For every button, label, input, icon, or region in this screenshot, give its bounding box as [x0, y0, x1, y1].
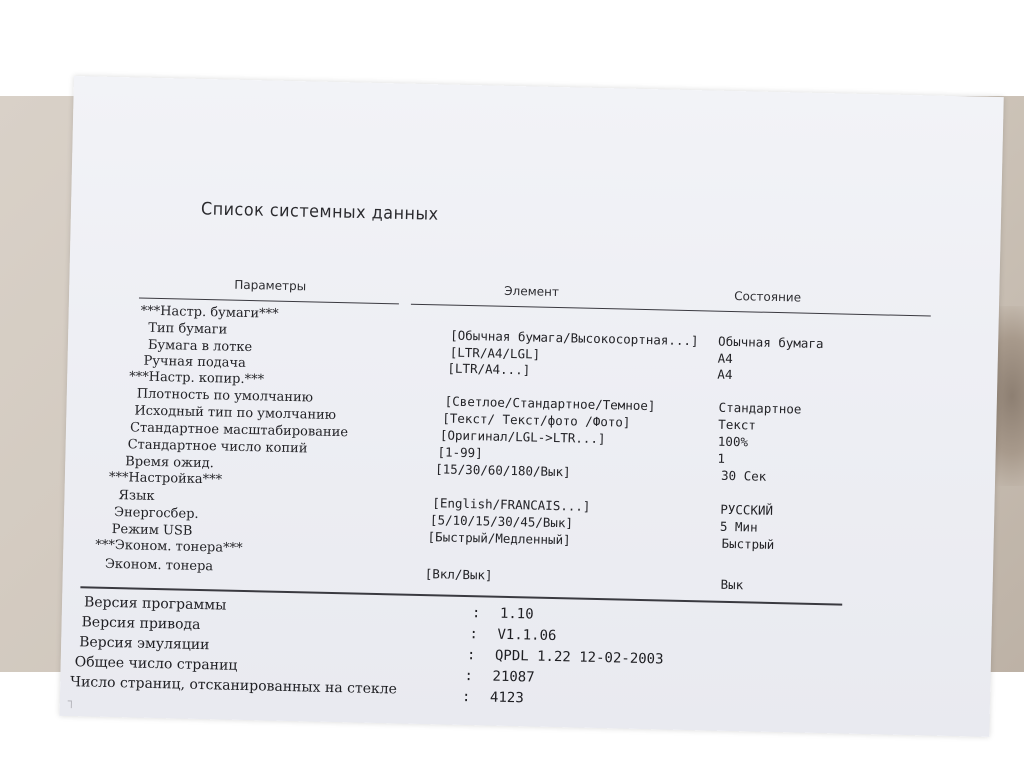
info-label-driver: Версия привода [81, 614, 201, 634]
info-value-emulation: QPDL 1.22 12-02-2003 [494, 647, 664, 668]
group-copy-settings: ***Настр. копир.*** [129, 369, 265, 388]
row-label: Бумага в лотке [147, 337, 253, 356]
row-state: 100% [717, 433, 749, 450]
column-header-element: Элемент [504, 283, 560, 300]
row-label: Режим USB [111, 521, 193, 539]
photo-background [0, 96, 1024, 709]
info-value-total-pages: 21087 [492, 668, 535, 686]
row-element: [Быстрый/Медленный] [427, 529, 571, 548]
row-element: [Обычная бумага/Высокосортная...] [450, 327, 699, 349]
row-label: Стандартное число копий [127, 437, 308, 457]
row-state: 30 Сек [720, 467, 767, 484]
row-state: Вык [720, 576, 744, 593]
row-label: Ручная подача [143, 353, 247, 371]
row-element: [LTR/A4/LGL] [449, 344, 541, 362]
info-value-scanned-pages: 4123 [489, 689, 524, 707]
info-value-driver: V1.1.06 [497, 626, 557, 645]
info-colon: : [464, 668, 474, 685]
printed-sheet [59, 76, 1003, 737]
row-element: [Вкл/Вык] [424, 566, 493, 583]
info-label-emulation: Версия эмуляции [78, 634, 210, 654]
row-element: [Светлое/Стандартное/Темное] [444, 393, 656, 414]
info-value-firmware: 1.10 [499, 605, 534, 623]
group-toner-saving: ***Эконом. тонера*** [95, 537, 243, 556]
column-header-params: Параметры [234, 277, 307, 294]
info-colon: : [471, 605, 481, 622]
header-rule-right [411, 304, 931, 317]
group-setup: ***Настройка*** [108, 469, 223, 488]
row-state: 5 Мин [719, 518, 758, 535]
row-state: 1 [717, 450, 726, 466]
row-element: [15/30/60/180/Вык] [435, 461, 571, 480]
row-element: [5/10/15/30/45/Вык] [429, 512, 574, 531]
row-element: [English/FRANCAIS...] [432, 495, 591, 514]
header-rule-left [139, 298, 399, 305]
row-state: Быстрый [721, 535, 775, 553]
row-label: Исходный тип по умолчанию [134, 403, 337, 424]
info-colon: : [461, 688, 471, 706]
document-title: Список системных данных [200, 198, 439, 225]
row-element: [Текст/ Текст/фото /Фото] [442, 410, 631, 430]
row-label: Тип бумаги [148, 320, 228, 338]
row-element: [Оригинал/LGL->LTR...] [439, 427, 606, 447]
page-corner-mark: ┐ [67, 694, 76, 709]
info-colon: : [469, 626, 479, 643]
row-label: Стандартное масштабирование [129, 420, 349, 441]
row-state: A4 [717, 350, 733, 367]
info-label-scanned-pages: Число страниц, отсканированных на стекле [70, 674, 398, 698]
row-state: Стандартное [718, 399, 802, 417]
row-label: Язык [118, 488, 155, 504]
info-colon: : [466, 647, 476, 664]
row-label: Эконом. тонера [104, 556, 214, 575]
row-state: A4 [717, 366, 733, 383]
column-header-state: Состояние [734, 289, 802, 305]
row-element: [LTR/A4...] [447, 360, 531, 378]
group-paper-settings: ***Настр. бумаги*** [140, 303, 279, 322]
row-state: РУССКИЙ [720, 501, 774, 518]
row-label: Энергосбер. [113, 505, 199, 522]
row-state: Текст [718, 416, 757, 433]
row-label: Плотность по умолчанию [136, 386, 314, 406]
row-state: Обычная бумага [717, 333, 824, 352]
row-label: Время ожид. [125, 454, 215, 472]
info-label-firmware: Версия программы [83, 594, 227, 614]
info-label-total-pages: Общее число страниц [74, 654, 238, 674]
row-element: [1-99] [437, 444, 483, 461]
